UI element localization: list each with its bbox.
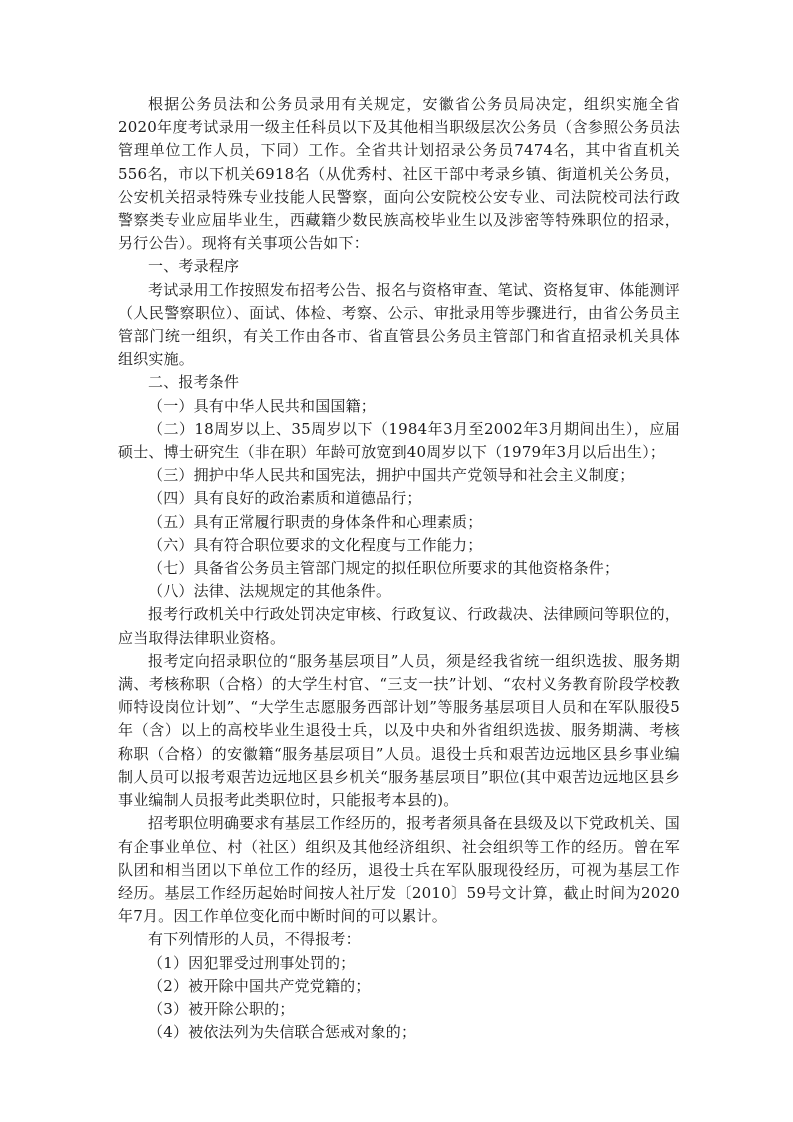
condition-item-3: （三）拥护中华人民共和国宪法，拥护中国共产党领导和社会主义制度；	[148, 466, 635, 485]
exclusion-intro: 有下列情形的人员，不得报考：	[148, 930, 361, 949]
legal-qualification-paragraph: 报考行政机关中行政处罚决定审核、行政复议、行政裁决、法律顾问等职位的，应当取得法律职业资格。	[118, 605, 681, 647]
section-heading-procedure: 一、考录程序	[148, 257, 240, 276]
condition-item-8: （八）法律、法规规定的其他条件。	[148, 582, 392, 601]
document-body	[118, 93, 680, 1044]
exclusion-item-2: （2）被开除中国共产党党籍的；	[148, 976, 371, 995]
condition-item-6: （六）具有符合职位要求的文化程度与工作能力；	[148, 535, 483, 554]
section-heading-conditions: 二、报考条件	[148, 373, 240, 392]
condition-item-7: （七）具备省公务员主管部门规定的拟任职位所要求的其他资格条件；	[148, 559, 620, 578]
condition-item-4: （四）具有良好的政治素质和道德品行；	[148, 489, 422, 508]
condition-item-1: （一）具有中华人民共和国国籍；	[148, 396, 377, 415]
condition-item-5: （五）具有正常履行职责的身体条件和心理素质；	[148, 512, 483, 531]
condition-item-2: （二）18周岁以上、35周岁以下（1984年3月至2002年3月期间出生），应届硕士、博士研究生（非在职）年龄可放宽到40周岁以下（1979年3月以后出生）；	[118, 419, 680, 462]
grassroots-project-paragraph: 报考定向招录职位的“服务基层项目”人员，须是经我省统一组织选拔、服务期满、考核称职（合格）的大学生村官、“三支一扶”计划、“农村义务教育阶段学校教师特设岗位计划”、“大学生志愿服务西部计划”等服务基层项目人员和在军队服役5年（含）以上的高校毕业生退役士兵，以及中央和外省组织选拔、服务期满、考核称职（合格）的安徽籍“服务基层项目”人员。退役士兵和艰苦边远地区县乡事业编制人员可以报考艰苦边远地区县乡机关“服务基层项目”职位(其中艰苦边远地区县乡事业编制人员报考此类职位时，只能报考本县的)。	[118, 651, 680, 810]
exclusion-item-3: （3）被开除公职的；	[148, 999, 295, 1018]
exclusion-item-1: （1）因犯罪受过刑事处罚的；	[148, 953, 356, 972]
exclusion-item-4: （4）被依法列为失信联合惩戒对象的；	[148, 1023, 417, 1042]
intro-paragraph: 根据公务员法和公务员录用有关规定，安徽省公务员局决定，组织实施全省2020年度考试录用一级主任科员以下及其他相当职级层次公务员（含参照公务员法管理单位工作人员，下同）工作。全省共计划招录公务员7474名，其中省直机关556名，市以下机关6918名（从优秀村、社区干部中考录乡镇、街道机关公务员，公安机关招录特殊专业技能人民警察，面向公安院校公安专业、司法院校司法行政警察类专业应届毕业生，西藏籍少数民族高校毕业生以及涉密等特殊职位的招录，另行公告）。现将有关事项公告如下：	[118, 95, 680, 253]
procedure-paragraph: 考试录用工作按照发布招考公告、报名与资格审查、笔试、资格复审、体能测评（人民警察职位）、面试、体检、考察、公示、审批录用等步骤进行，由省公务员主管部门统一组织，有关工作由各市、省直管县公务员主管部门和省直招录机关具体组织实施。	[118, 280, 681, 369]
grassroots-experience-paragraph: 招考职位明确要求有基层工作经历的，报考者须具备在县级及以下党政机关、国有企事业单位、村（社区）组织及其他经济组织、社会组织等工作的经历。曾在军队团和相当团以下单位工作的经历，退役士兵在军队服现役经历，可视为基层工作经历。基层工作经历起始时间按人社厅发〔2010〕59号文计算，截止时间为2020年7月。因工作单位变化而中断时间的可以累计。	[118, 814, 681, 926]
